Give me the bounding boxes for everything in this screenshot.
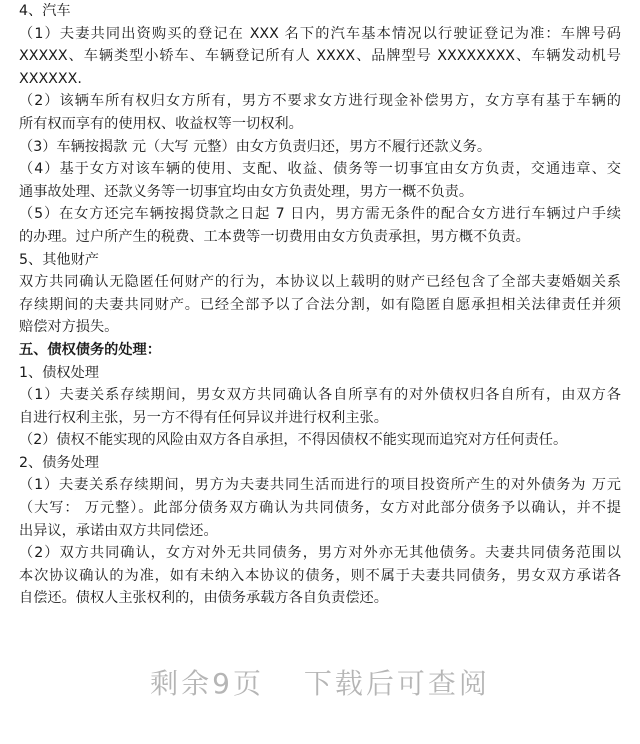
paragraph-line: （5）在女方还完车辆按揭贷款之日起 7 日内，男方需无条件的配合女方进行车辆过户手续: [19, 206, 621, 223]
paragraph-line: 2、债务处理: [19, 454, 99, 471]
paragraph-line: （大写： 万元整）。此部分债务双方确认为共同债务，女方对此部分债务予以确认，并不提: [19, 500, 621, 517]
remaining-pages-label: 剩余9页: [150, 667, 264, 700]
paragraph-line: 1、债权处理: [19, 364, 99, 381]
paragraph-line: 出异议，承诺由双方共同偿还。: [19, 522, 218, 539]
paragraph-line: 自进行权利主张，另一方不得有任何异议并进行权利主张。: [19, 409, 388, 426]
paragraph-line: 的办理。过户所产生的税费、工本费等一切费用由女方负责承担，男方概不负责。: [19, 228, 530, 245]
paragraph-line: 4、汽车: [19, 3, 71, 19]
paragraph-line: XXXXX、车辆类型小轿车、车辆登记所有人 XXXX、品牌型号 XXXXXXXX、车辆发动机号: [19, 48, 621, 65]
paragraph-line: （1）夫妻共同出资购买的登记在 XXX 名下的汽车基本情况以行驶证登记为准：车牌号码: [19, 25, 621, 42]
paragraph-line: （3）车辆按揭款 元（大写 元整）由女方负责归还，男方不履行还款义务。: [19, 138, 492, 155]
paragraph-line: XXXXXX.: [19, 70, 82, 87]
paragraph-line: 赔偿对方损失。: [19, 319, 119, 336]
paragraph-line: 5、其他财产: [19, 251, 99, 268]
download-prompt: 下载后可查阅: [303, 667, 490, 700]
paragraph-line: 存续期间的夫妻共同财产。已经全部予以了合法分割，如有隐匿自愿承担相关法律责任并须: [19, 296, 621, 313]
paragraph-line: （2）该辆车所有权归女方所有，男方不要求女方进行现金补偿男方，女方享有基于车辆的: [19, 93, 621, 110]
paragraph-line: （4）基于女方对该车辆的使用、支配、收益、债务等一切事宜由女方负责，交通违章、交: [19, 161, 621, 178]
paragraph-line: （2）双方共同确认，女方对外无共同债务，男方对外亦无其他债务。夫妻共同债务范围以: [19, 545, 621, 562]
document-lines: [19, 0, 621, 610]
paragraph-line: 所有权而享有的使用权、收益权等一切权利。: [19, 115, 303, 132]
paragraph-line: 本次协议确认的为准，如有未纳入本协议的债务，则不属于夫妻共同债务，男女双方承诺各: [19, 567, 621, 584]
paragraph-line: （1）夫妻关系存续期间，男女双方共同确认各自所享有的对外债权归各自所有，由双方各: [19, 387, 621, 404]
paragraph-line: （2）债权不能实现的风险由双方各自承担，不得因债权不能实现而追究对方任何责任。: [19, 432, 568, 449]
paragraph-line: 通事故处理、还款义务等一切事宜均由女方负责处理，男方一概不负责。: [19, 183, 474, 200]
paragraph-line: 自偿还。债权人主张权利的，由债务承载方各自负责偿还。: [19, 590, 388, 607]
paragraph-line: 双方共同确认无隐匿任何财产的行为，本协议以上载明的财产已经包含了全部夫妻婚姻关系: [19, 274, 621, 291]
document-body: [19, 0, 621, 610]
remaining-pages-banner[interactable]: [0, 658, 640, 710]
paragraph-line: （1）夫妻关系存续期间，男方为夫妻共同生活而进行的项目投资所产生的对外债务为 万元: [19, 477, 621, 494]
section-heading: 五、债权债务的处理：: [19, 341, 161, 358]
